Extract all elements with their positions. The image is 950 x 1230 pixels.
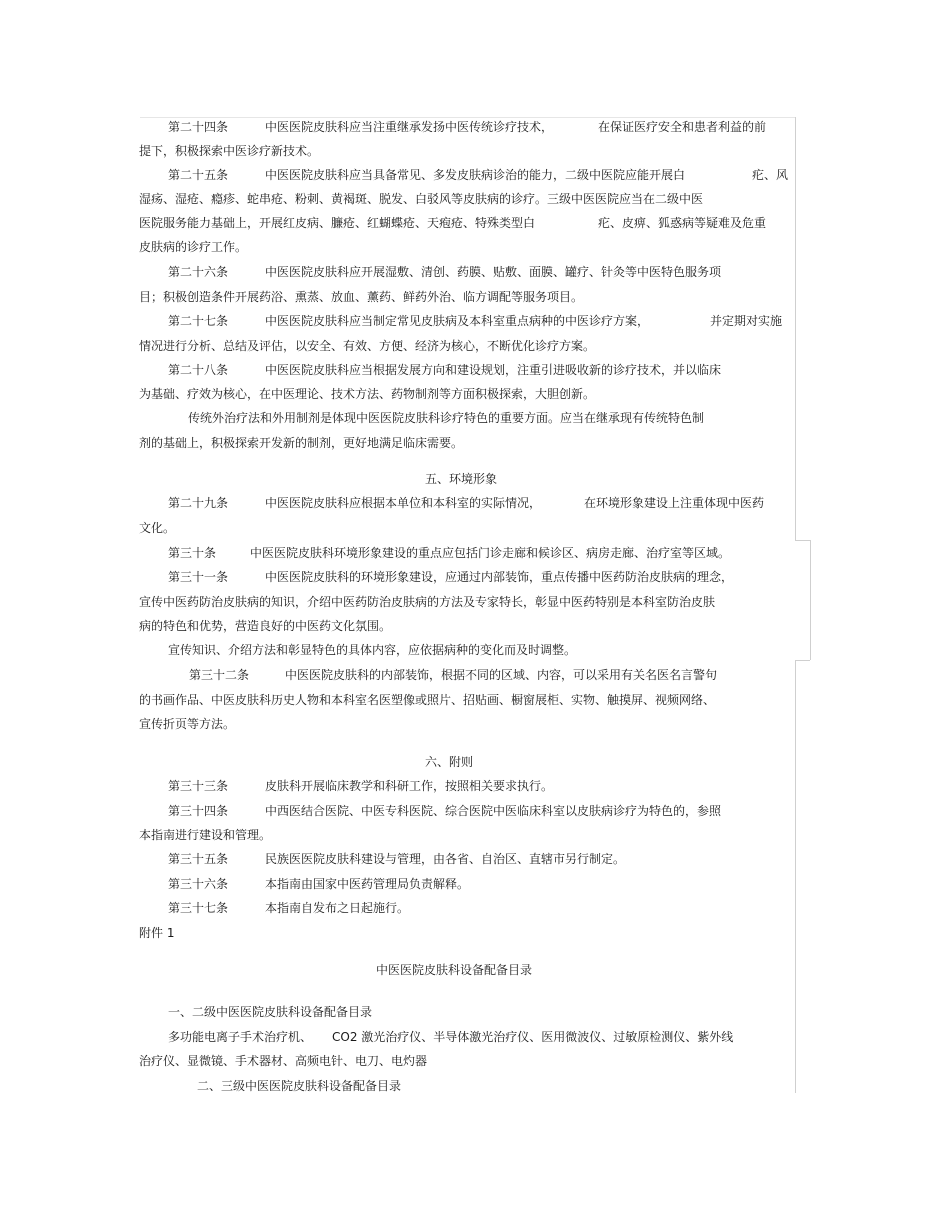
article-25-text: 中医医院皮肤科应当具备常见、多发皮肤病诊治的能力，二级中医院应能开展白 [265,168,686,182]
article-36-number: 第三十六条 [168,877,229,891]
page-frame-top [140,117,795,118]
equipment-list-line2: 治疗仪、显微镜、手术器材、高频电针、电刀、电灼器 [139,1054,428,1068]
article-25-line2: 湿疡、湿疮、瘾疹、蛇串疮、粉刺、黄褐斑、脱发、白驳风等皮肤病的诊疗。三级中医医院应当在二级中医 [139,192,704,206]
article-32-text: 中医医院皮肤科的内部装饰，根据不同的区域、内容，可以采用有关名医名言警句 [285,668,718,682]
equipment-list-line1: 多功能电离子手术治疗机、 [168,1030,313,1044]
article-27-text-cont: 并定期对实施 [710,314,783,328]
article-36-text: 本指南由国家中医药管理局负责解释。 [265,877,470,891]
article-33-number: 第三十三条 [168,779,229,793]
paragraph-publicity: 宣传知识、介绍方法和彰显特色的具体内容，应依据病种的变化而及时调整。 [168,643,577,657]
article-24-number: 第二十四条 [168,120,229,134]
article-30-text: 中医医院皮肤科环境形象建设的重点应包括门诊走廊和候诊区、病房走廊、治疗室等区域。 [250,546,731,560]
attachment-label: 附件 1 [139,926,175,940]
article-28-text: 中医医院皮肤科应当根据发展方向和建设规划，注重引进吸收新的诊疗技术，并以临床 [265,363,722,377]
page-frame-right [795,660,796,1093]
equipment-list-line1-cont: CO2 激光治疗仪、半导体激光治疗仪、医用微波仪、过敏原检测仪、紫外线 [332,1030,734,1044]
article-29-text-cont: 在环境形象建设上注重体现中医药 [584,496,765,510]
article-37-number: 第三十七条 [168,901,229,915]
article-34-line2: 本指南进行建设和管理。 [139,828,272,842]
article-35-number: 第三十五条 [168,852,229,866]
subsection-2-heading: 二、三级中医医院皮肤科设备配备目录 [197,1079,402,1093]
page-frame-right [795,117,796,540]
article-28-line2: 为基础、疗效为核心，在中医理论、技术方法、药物制剂等方面积极探索，大胆创新。 [139,387,596,401]
subsection-1-heading: 一、二级中医医院皮肤科设备配备目录 [168,1005,373,1019]
article-30-number: 第三十条 [168,546,217,560]
article-31-line3: 病的特色和优势，营造良好的中医药文化氛围。 [139,619,392,633]
article-29-number: 第二十九条 [168,496,229,510]
article-25-number: 第二十五条 [168,168,229,182]
article-24-text: 中医医院皮肤科应当注重继承发扬中医传统诊疗技术， [265,120,554,134]
article-35-text: 民族医医院皮肤科建设与管理，由各省、自治区、直辖市另行制定。 [265,852,626,866]
article-31-text: 中医医院皮肤科的环境形象建设，应通过内部装饰，重点传播中医药防治皮肤病的理念， [265,570,734,584]
page-frame-tick [795,660,810,661]
article-26-line2: 目；积极创造条件开展药浴、熏蒸、放血、薰药、鲜药外治、临方调配等服务项目。 [139,290,584,304]
page-frame-right [810,540,811,660]
article-25-line3: 医院服务能力基础上，开展红皮病、臁疮、红蝴蝶疮、天疱疮、特殊类型白 [139,216,536,230]
article-26-text: 中医医院皮肤科应开展湿敷、清创、药膜、贴敷、面膜、罐疗、针灸等中医特色服务项 [265,265,722,279]
article-25-line3-cont: 疕、皮痹、狐惑病等疑难及危重 [598,216,767,230]
article-28-number: 第二十八条 [168,363,229,377]
article-25-text-cont: 疕、风 [752,168,789,182]
attachment-title: 中医医院皮肤科设备配备目录 [376,963,533,977]
article-32-number: 第三十二条 [189,668,250,682]
article-24-line2: 提下，积极探索中医诊疗新技术。 [139,144,320,158]
section-6-heading: 六、附则 [425,755,474,769]
article-31-number: 第三十一条 [168,570,229,584]
paragraph-traditional-line2: 剂的基础上，积极探索开发新的制剂，更好地满足临床需要。 [139,436,464,450]
article-24-text-cont: 在保证医疗安全和患者利益的前 [598,120,767,134]
article-27-line2: 情况进行分析、总结及评估，以安全、有效、方便、经济为核心，不断优化诊疗方案。 [139,339,596,353]
article-29-line2: 文化。 [139,521,176,535]
page-frame-tick [795,540,810,541]
article-37-text: 本指南自发布之日起施行。 [265,901,410,915]
article-26-number: 第二十六条 [168,265,229,279]
article-31-line2: 宣传中医药防治皮肤病的知识，介绍中医药防治皮肤病的方法及专家特长，彰显中医药特别是本科室防治皮肤 [139,595,716,609]
article-27-text: 中医医院皮肤科应当制定常见皮肤病及本科室重点病种的中医诊疗方案， [265,314,650,328]
article-27-number: 第二十七条 [168,314,229,328]
article-33-text: 皮肤科开展临床教学和科研工作，按照相关要求执行。 [265,779,554,793]
paragraph-traditional: 传统外治疗法和外用制剂是体现中医医院皮肤科诊疗特色的重要方面。应当在继承现有传统特色制 [188,411,705,425]
article-32-line3: 宣传折页等方法。 [139,717,236,731]
article-34-number: 第三十四条 [168,804,229,818]
article-25-line4: 皮肤病的诊疗工作。 [139,240,248,254]
article-29-text: 中医医院皮肤科应根据本单位和本科室的实际情况， [265,496,542,510]
section-5-heading: 五、环境形象 [425,472,498,486]
article-34-text: 中西医结合医院、中医专科医院、综合医院中医临床科室以皮肤病诊疗为特色的，参照 [265,804,722,818]
article-32-line2: 的书画作品、中医皮肤科历史人物和本科室名医塑像或照片、招贴画、橱窗展柜、实物、触摸屏、视频网络、 [139,693,716,707]
